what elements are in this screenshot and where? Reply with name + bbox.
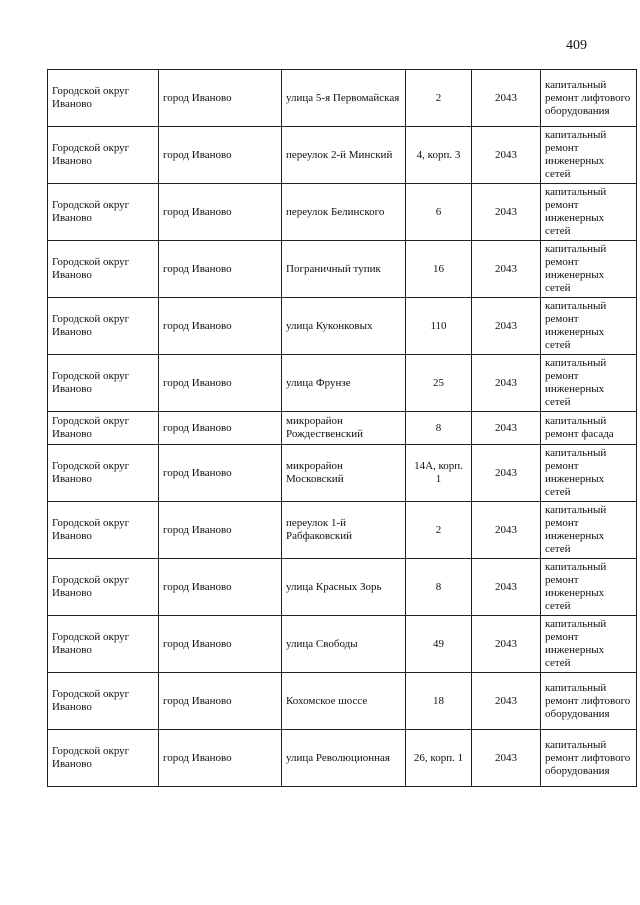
cell-work-type: капитальный ремонт инженерных сетей <box>541 127 637 184</box>
cell-street: улица Фрунзе <box>282 355 406 412</box>
table-row <box>48 70 637 127</box>
cell-house: 18 <box>406 673 472 730</box>
cell-work-type: капитальный ремонт фасада <box>541 412 637 445</box>
housing-register-table <box>47 69 637 787</box>
cell-street: улица Революционная <box>282 730 406 787</box>
cell-okrug: Городской округ Иваново <box>48 445 159 502</box>
cell-house: 49 <box>406 616 472 673</box>
cell-work-type: капитальный ремонт инженерных сетей <box>541 616 637 673</box>
cell-house: 25 <box>406 355 472 412</box>
cell-year: 2043 <box>472 616 541 673</box>
cell-year: 2043 <box>472 355 541 412</box>
cell-house: 2 <box>406 502 472 559</box>
cell-house: 26, корп. 1 <box>406 730 472 787</box>
cell-house: 110 <box>406 298 472 355</box>
cell-year: 2043 <box>472 241 541 298</box>
table-row <box>48 412 637 445</box>
cell-city: город Иваново <box>159 445 282 502</box>
cell-okrug: Городской округ Иваново <box>48 412 159 445</box>
cell-okrug: Городской округ Иваново <box>48 502 159 559</box>
cell-okrug: Городской округ Иваново <box>48 559 159 616</box>
cell-city: город Иваново <box>159 616 282 673</box>
cell-year: 2043 <box>472 502 541 559</box>
cell-city: город Иваново <box>159 184 282 241</box>
cell-year: 2043 <box>472 127 541 184</box>
cell-street: переулок Белинского <box>282 184 406 241</box>
cell-okrug: Городской округ Иваново <box>48 241 159 298</box>
cell-city: город Иваново <box>159 730 282 787</box>
cell-work-type: капитальный ремонт лифтового оборудования <box>541 70 637 127</box>
table-row <box>48 445 637 502</box>
cell-year: 2043 <box>472 730 541 787</box>
cell-street: переулок 2-й Минский <box>282 127 406 184</box>
table-row <box>48 184 637 241</box>
cell-year: 2043 <box>472 445 541 502</box>
cell-street: улица Красных Зорь <box>282 559 406 616</box>
cell-work-type: капитальный ремонт инженерных сетей <box>541 502 637 559</box>
table-row <box>48 241 637 298</box>
cell-okrug: Городской округ Иваново <box>48 70 159 127</box>
cell-house: 8 <box>406 412 472 445</box>
cell-street: улица Свободы <box>282 616 406 673</box>
cell-okrug: Городской округ Иваново <box>48 355 159 412</box>
cell-street: улица 5-я Первомайская <box>282 70 406 127</box>
cell-year: 2043 <box>472 70 541 127</box>
table-row <box>48 502 637 559</box>
page-number: 409 <box>566 38 587 53</box>
cell-work-type: капитальный ремонт инженерных сетей <box>541 184 637 241</box>
cell-okrug: Городской округ Иваново <box>48 127 159 184</box>
cell-street: переулок 1-й Рабфаковский <box>282 502 406 559</box>
cell-house: 16 <box>406 241 472 298</box>
cell-city: город Иваново <box>159 673 282 730</box>
table-row <box>48 559 637 616</box>
cell-year: 2043 <box>472 559 541 616</box>
cell-work-type: капитальный ремонт инженерных сетей <box>541 559 637 616</box>
cell-house: 8 <box>406 559 472 616</box>
cell-street: Пограничный тупик <box>282 241 406 298</box>
cell-house: 6 <box>406 184 472 241</box>
cell-work-type: капитальный ремонт инженерных сетей <box>541 445 637 502</box>
table-row <box>48 730 637 787</box>
cell-street: улица Куконковых <box>282 298 406 355</box>
cell-city: город Иваново <box>159 559 282 616</box>
table-row <box>48 298 637 355</box>
cell-city: город Иваново <box>159 502 282 559</box>
cell-street: Кохомское шоссе <box>282 673 406 730</box>
cell-okrug: Городской округ Иваново <box>48 184 159 241</box>
cell-city: город Иваново <box>159 127 282 184</box>
cell-city: город Иваново <box>159 298 282 355</box>
table-row <box>48 127 637 184</box>
cell-work-type: капитальный ремонт лифтового оборудования <box>541 673 637 730</box>
cell-work-type: капитальный ремонт инженерных сетей <box>541 241 637 298</box>
cell-city: город Иваново <box>159 355 282 412</box>
cell-year: 2043 <box>472 184 541 241</box>
cell-okrug: Городской округ Иваново <box>48 673 159 730</box>
cell-street: микрорайон Рождественский <box>282 412 406 445</box>
table-row <box>48 355 637 412</box>
cell-street: микрорайон Московский <box>282 445 406 502</box>
cell-house: 14А, корп. 1 <box>406 445 472 502</box>
cell-city: город Иваново <box>159 241 282 298</box>
cell-okrug: Городской округ Иваново <box>48 730 159 787</box>
cell-work-type: капитальный ремонт лифтового оборудования <box>541 730 637 787</box>
cell-work-type: капитальный ремонт инженерных сетей <box>541 355 637 412</box>
cell-city: город Иваново <box>159 70 282 127</box>
cell-okrug: Городской округ Иваново <box>48 616 159 673</box>
cell-year: 2043 <box>472 298 541 355</box>
table-row <box>48 616 637 673</box>
table-row <box>48 673 637 730</box>
cell-year: 2043 <box>472 412 541 445</box>
cell-city: город Иваново <box>159 412 282 445</box>
cell-house: 2 <box>406 70 472 127</box>
cell-house: 4, корп. 3 <box>406 127 472 184</box>
cell-work-type: капитальный ремонт инженерных сетей <box>541 298 637 355</box>
cell-okrug: Городской округ Иваново <box>48 298 159 355</box>
cell-year: 2043 <box>472 673 541 730</box>
